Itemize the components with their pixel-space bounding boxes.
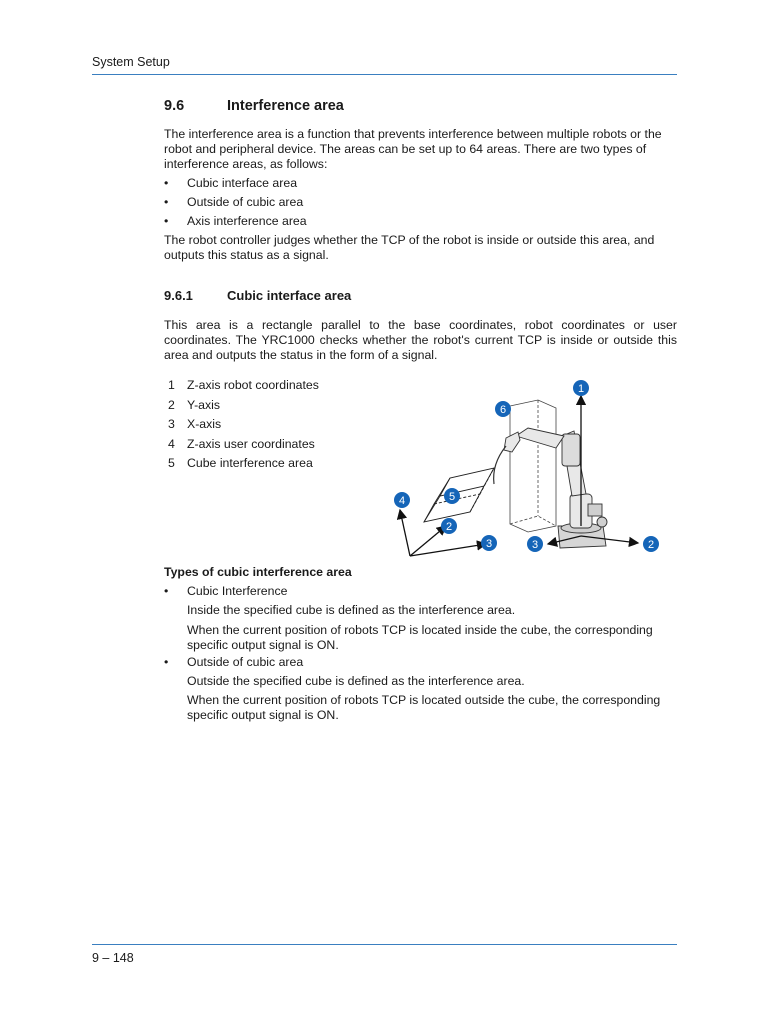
header-rule <box>92 74 677 75</box>
intro-bullet: • Cubic interface area <box>164 176 677 191</box>
callout-badge <box>444 488 460 504</box>
section-title: Interference area <box>227 98 344 114</box>
cubic-paragraph: This area is a rectangle parallel to the base coordinates, robot coordinates or user coordinates. The YRC1000 checks whether the robot's current TCP is inside or outside this area and outputs the status in the form of a signal. <box>164 318 677 362</box>
type-item-title: • Outside of cubic area <box>164 655 677 670</box>
legend-item: 3 X-axis <box>168 417 222 431</box>
callout-badge <box>441 518 457 534</box>
callout-badge <box>495 401 511 417</box>
robot-arm <box>504 428 607 548</box>
type-item-line: When the current position of robots TCP is located inside the cube, the corresponding specific output signal is ON. <box>187 623 653 652</box>
type-item-line: When the current position of robots TCP is located outside the cube, the corresponding specific output signal is ON. <box>187 693 661 722</box>
callout-badge <box>481 535 497 551</box>
user-z-axis <box>400 510 410 556</box>
callout-badge <box>573 380 589 396</box>
running-header: System Setup <box>92 55 170 69</box>
legend-item: 1 Z-axis robot coordinates <box>168 378 319 392</box>
svg-text:2: 2 <box>445 521 453 533</box>
torch-cable <box>494 446 506 484</box>
callout-badge <box>643 536 659 552</box>
section-heading <box>164 98 344 114</box>
type-item-line: Inside the specified cube is defined as the interference area. <box>187 603 516 617</box>
page-number: 9 – 148 <box>92 951 134 965</box>
callout-badge <box>394 492 410 508</box>
svg-text:1: 1 <box>577 383 585 395</box>
svg-text:4: 4 <box>398 495 406 507</box>
legend-item: 4 Z-axis user coordinates <box>168 436 315 451</box>
legend-item: 2 Y-axis <box>168 397 221 412</box>
types-heading: Types of cubic interference area <box>164 565 352 579</box>
type-item-line: Outside the specified cube is defined as the interference area. <box>187 674 525 688</box>
subsection-heading <box>164 288 351 303</box>
subsection-number: 9.6.1 <box>164 288 193 303</box>
svg-text:2: 2 <box>647 539 655 551</box>
svg-text:3: 3 <box>485 538 493 550</box>
section-number: 9.6 <box>164 98 185 114</box>
intro-block <box>164 127 677 263</box>
intro-bullet: • Axis interference area <box>164 214 677 229</box>
callout-badge <box>527 536 543 552</box>
robot-dashed-box <box>510 400 556 532</box>
svg-text:3: 3 <box>531 539 539 551</box>
types-block <box>164 565 677 723</box>
svg-text:5: 5 <box>448 491 456 503</box>
robot-figure <box>388 376 673 566</box>
robot-diagram <box>388 376 673 566</box>
subsection-title: Cubic interface area <box>227 288 352 303</box>
legend-item: 5 Cube interference area <box>168 456 313 470</box>
svg-text:6: 6 <box>499 404 507 416</box>
figure-legend <box>168 376 319 474</box>
footer-rule <box>92 944 677 945</box>
intro-paragraph-2: The robot controller judges whether the TCP of the robot is inside or outside this area, and outputs this status as a signal. <box>164 233 655 262</box>
intro-paragraph-1: The interference area is a function that prevents interference between multiple robots or the robot and peripheral device. The areas can be set up to 64 areas. There are two types of interference areas, as follows: <box>164 127 662 171</box>
type-item-title: • Cubic Interference <box>164 584 677 599</box>
intro-bullet: • Outside of cubic area <box>164 195 677 210</box>
